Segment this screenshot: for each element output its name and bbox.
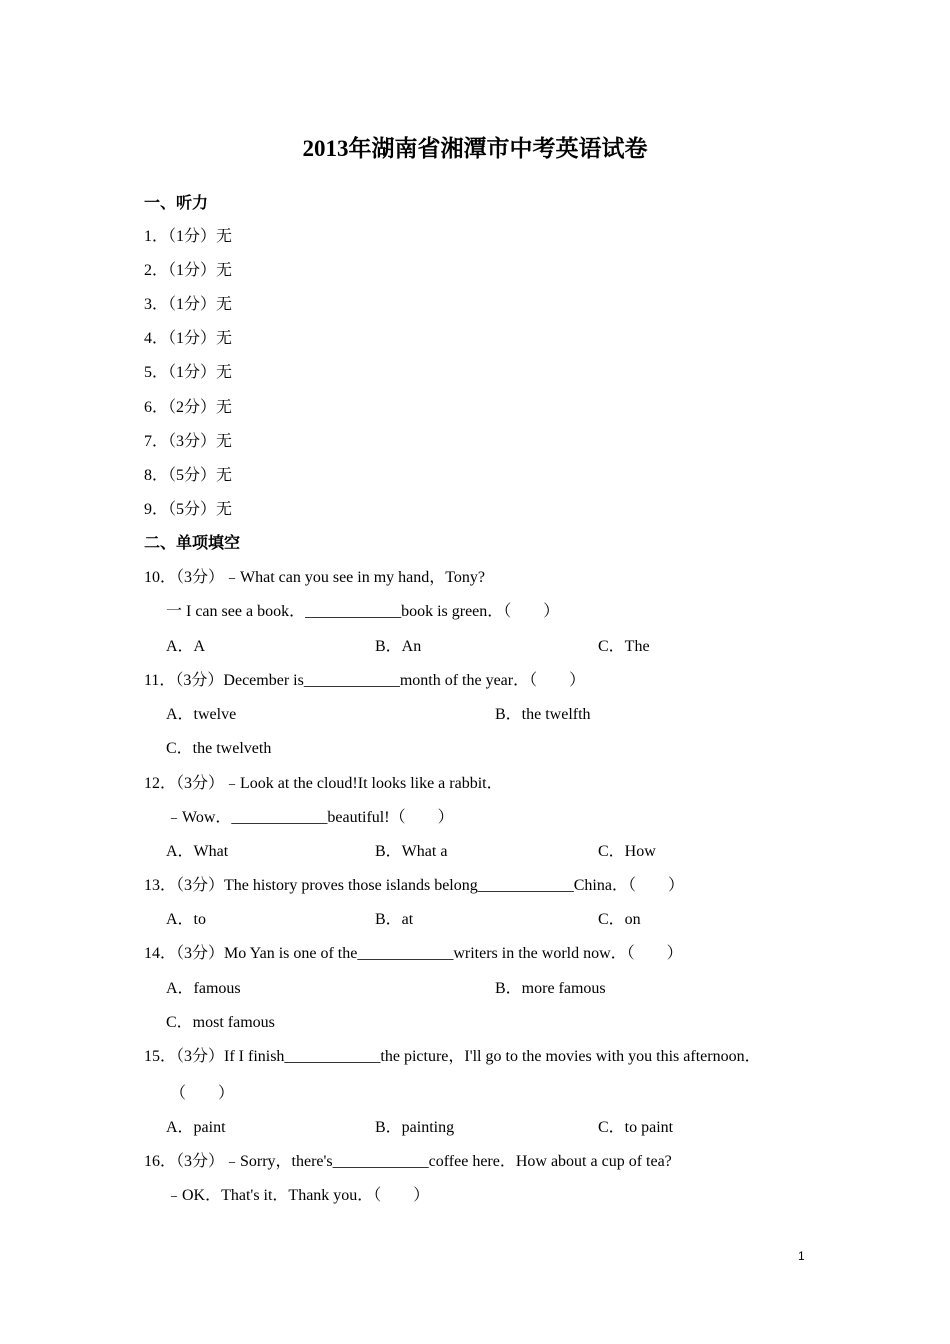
- question-13-option-a: A．to: [166, 911, 207, 928]
- list-item: 5．（1分）无: [144, 364, 233, 381]
- question-12-stem: 12．（3分）﹣Look at the cloud!It looks like a rabbit．: [144, 775, 503, 792]
- question-10-option-b: B．An: [375, 638, 422, 655]
- question-12-line2: ﹣Wow．____________beautiful!（ ）: [166, 809, 454, 826]
- list-item: 9．（5分）无: [144, 501, 233, 518]
- list-item: 7．（3分）无: [144, 433, 233, 450]
- list-item: 6．（2分）无: [144, 399, 233, 416]
- question-15-option-c: C．to paint: [598, 1119, 674, 1136]
- question-15-stem: 15．（3分）If I finish____________the picture，I'll go to the movies with you this afternoon．: [144, 1048, 761, 1065]
- page-number: 1: [798, 1249, 805, 1263]
- question-10-stem: 10．（3分）﹣What can you see in my hand，Tony?: [144, 569, 486, 586]
- list-item: 8．（5分）无: [144, 467, 233, 484]
- list-item: 3．（1分）无: [144, 296, 233, 313]
- question-14-option-b: B．more famous: [495, 980, 606, 997]
- question-10-option-c: C．The: [598, 638, 650, 655]
- question-12-option-b: B．What a: [375, 843, 448, 860]
- question-13-option-c: C．on: [598, 911, 641, 928]
- question-14-stem: 14．（3分）Mo Yan is one of the____________writers in the world now．（ ）: [144, 945, 683, 962]
- question-11-option-c: C．the twelveth: [166, 740, 272, 757]
- section-heading-listening: 一、听力: [144, 195, 209, 212]
- list-item: 1．（1分）无: [144, 228, 233, 245]
- question-12-option-c: C．How: [598, 843, 656, 860]
- question-15-line2: （ ）: [170, 1085, 235, 1102]
- question-14-option-a: A．famous: [166, 980, 241, 997]
- question-11-option-a: A．twelve: [166, 706, 237, 723]
- question-16-stem: 16．（3分）﹣Sorry，there's____________coffee here．How about a cup of tea?: [144, 1153, 672, 1170]
- question-11-option-b: B．the twelfth: [495, 706, 591, 723]
- question-15-option-a: A．paint: [166, 1119, 226, 1136]
- question-13-stem: 13．（3分）The history proves those islands belong____________China．（ ）: [144, 877, 684, 894]
- question-12-option-a: A．What: [166, 843, 229, 860]
- question-10-option-a: A．A: [166, 638, 206, 655]
- question-15-option-b: B．painting: [375, 1119, 455, 1136]
- question-13-option-b: B．at: [375, 911, 414, 928]
- question-10-line2: 一 I can see a book．____________book is green．（ ）: [166, 603, 560, 620]
- page-title: 2013年湖南省湘潭市中考英语试卷: [302, 136, 648, 161]
- list-item: 2．（1分）无: [144, 262, 233, 279]
- question-11-stem: 11．（3分）December is____________month of the year．（ ）: [144, 672, 586, 689]
- section-heading-single-choice: 二、单项填空: [144, 535, 241, 552]
- question-14-option-c: C．most famous: [166, 1014, 275, 1031]
- question-16-line2: ﹣OK．That's it．Thank you．（ ）: [166, 1187, 430, 1204]
- list-item: 4．（1分）无: [144, 330, 233, 347]
